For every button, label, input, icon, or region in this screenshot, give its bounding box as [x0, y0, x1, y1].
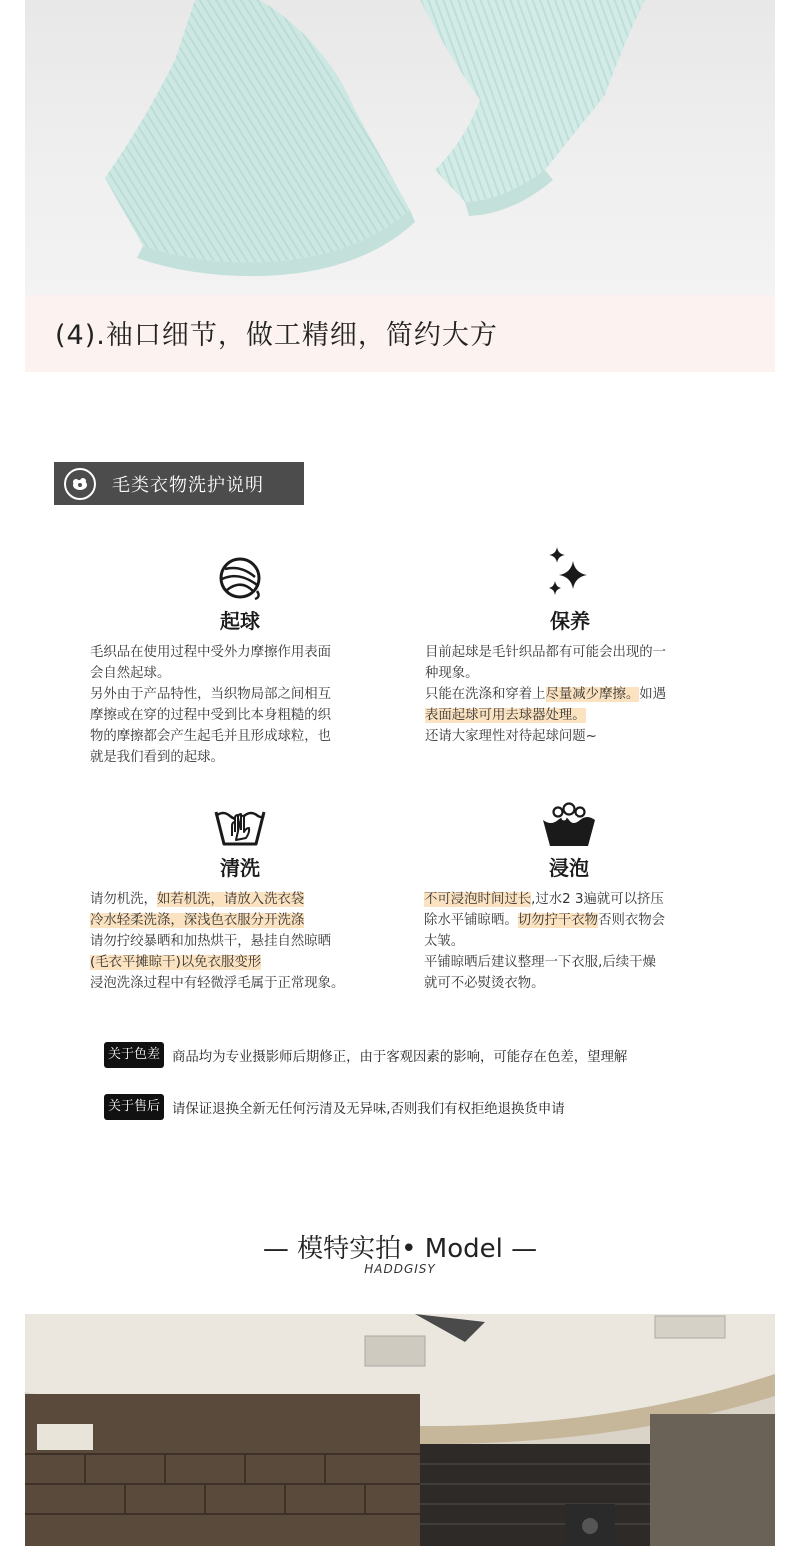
- highlight-text: 切勿拧干衣物: [517, 913, 599, 928]
- yarn-ball-icon: [217, 555, 263, 601]
- note-text: 请保证退换全新无任何污清及无异味,否则我们有权拒绝退换货申请: [172, 1101, 565, 1117]
- sleeve-illustration: [25, 0, 775, 295]
- body-line: 就可不必熨烫衣物。: [424, 976, 545, 991]
- care-item-body: [90, 642, 390, 768]
- highlight-text: 表面起球可用去球器处理。: [425, 708, 586, 723]
- highlight-text: 不可浸泡时间过长: [424, 892, 532, 907]
- care-item-washing: [90, 792, 390, 994]
- product-photo-sleeves: [25, 0, 775, 295]
- note-text: 商品均为专业摄影师后期修正，由于客观因素的影响，可能存在色差，望理解: [172, 1049, 628, 1065]
- sparkles-icon: [543, 545, 597, 601]
- body-line: [90, 889, 390, 910]
- care-section-header: [54, 462, 304, 505]
- body-line: 物的摩擦都会产生起毛并且形成球粒，也: [90, 729, 332, 744]
- soak-basin-icon: [540, 802, 598, 848]
- body-line: 会自然起球。: [90, 666, 171, 681]
- body-line: 摩擦或在穿的过程中受到比本身粗糙的织: [90, 708, 332, 723]
- note-tag: 关于色差: [104, 1042, 164, 1068]
- care-item-pilling: [90, 545, 390, 768]
- body-line: [424, 889, 714, 910]
- model-photo: [25, 1314, 775, 1546]
- care-section-title: 毛类衣物洗护说明: [112, 474, 264, 496]
- care-item-maintenance: [425, 545, 715, 747]
- body-line: 就是我们看到的起球。: [90, 750, 224, 765]
- care-item-body: [424, 889, 714, 994]
- care-item-title: 清洗: [220, 856, 260, 880]
- body-text: 否则衣物会: [598, 913, 666, 928]
- highlight-text: 如若机洗，请放入洗衣袋: [156, 892, 305, 907]
- caption-bar: [25, 295, 775, 372]
- body-line: 毛织品在使用过程中受外力摩擦作用表面: [90, 645, 332, 660]
- caption-text: (4).袖口细节，做工精细，简约大方: [55, 320, 498, 351]
- care-item-title: 起球: [220, 609, 260, 633]
- care-item-body: [90, 889, 390, 994]
- highlight-text: (毛衣平摊晾干)以免衣服变形: [90, 955, 262, 970]
- care-item-body: [425, 642, 715, 747]
- body-line: [425, 705, 715, 726]
- note-after-sales: [104, 1094, 565, 1120]
- body-line: 目前起球是毛针织品都有可能会出现的一: [425, 645, 667, 660]
- body-line: [424, 910, 714, 931]
- body-line: 种现象。: [425, 666, 479, 681]
- body-line: [425, 684, 715, 705]
- care-item-title: 浸泡: [549, 856, 589, 880]
- note-color-difference: [104, 1042, 627, 1068]
- body-line: 太皱。: [424, 934, 465, 949]
- body-text: 如遇: [639, 687, 667, 702]
- note-tag: 关于售后: [104, 1094, 164, 1120]
- body-text: ,过水2 3遍就可以挤压: [531, 892, 664, 907]
- body-line: 平铺晾晒后建议整理一下衣服,后续干燥: [424, 955, 656, 970]
- body-line: [90, 952, 390, 973]
- body-line: 另外由于产品特性，当织物局部之间相互: [90, 687, 332, 702]
- highlight-text: 冷水轻柔洗涤，深浅色衣服分开洗涤: [90, 913, 305, 928]
- care-item-title: 保养: [550, 609, 590, 633]
- body-text: 请勿机洗，: [90, 892, 157, 907]
- interior-scene: [25, 1314, 775, 1546]
- body-line: 还请大家理性对待起球问题~: [425, 729, 597, 744]
- body-line: 浸泡洗涤过程中有轻微浮毛属于正常现象。: [90, 976, 345, 991]
- care-item-soaking: [424, 792, 714, 994]
- body-line: [90, 910, 390, 931]
- model-section-title: — 模特实拍• Model —: [262, 1234, 538, 1264]
- body-line: 请勿拧绞暴晒和加热烘干，悬挂自然晾晒: [90, 934, 332, 949]
- body-text: 只能在洗涤和穿着上: [425, 687, 546, 702]
- body-text: 除水平铺晾晒。: [424, 913, 518, 928]
- sheep-icon: [64, 468, 96, 500]
- model-section-subtitle: HADDGISY: [364, 1262, 436, 1276]
- hand-wash-icon: [212, 802, 268, 848]
- highlight-text: 尽量减少摩擦。: [545, 687, 640, 702]
